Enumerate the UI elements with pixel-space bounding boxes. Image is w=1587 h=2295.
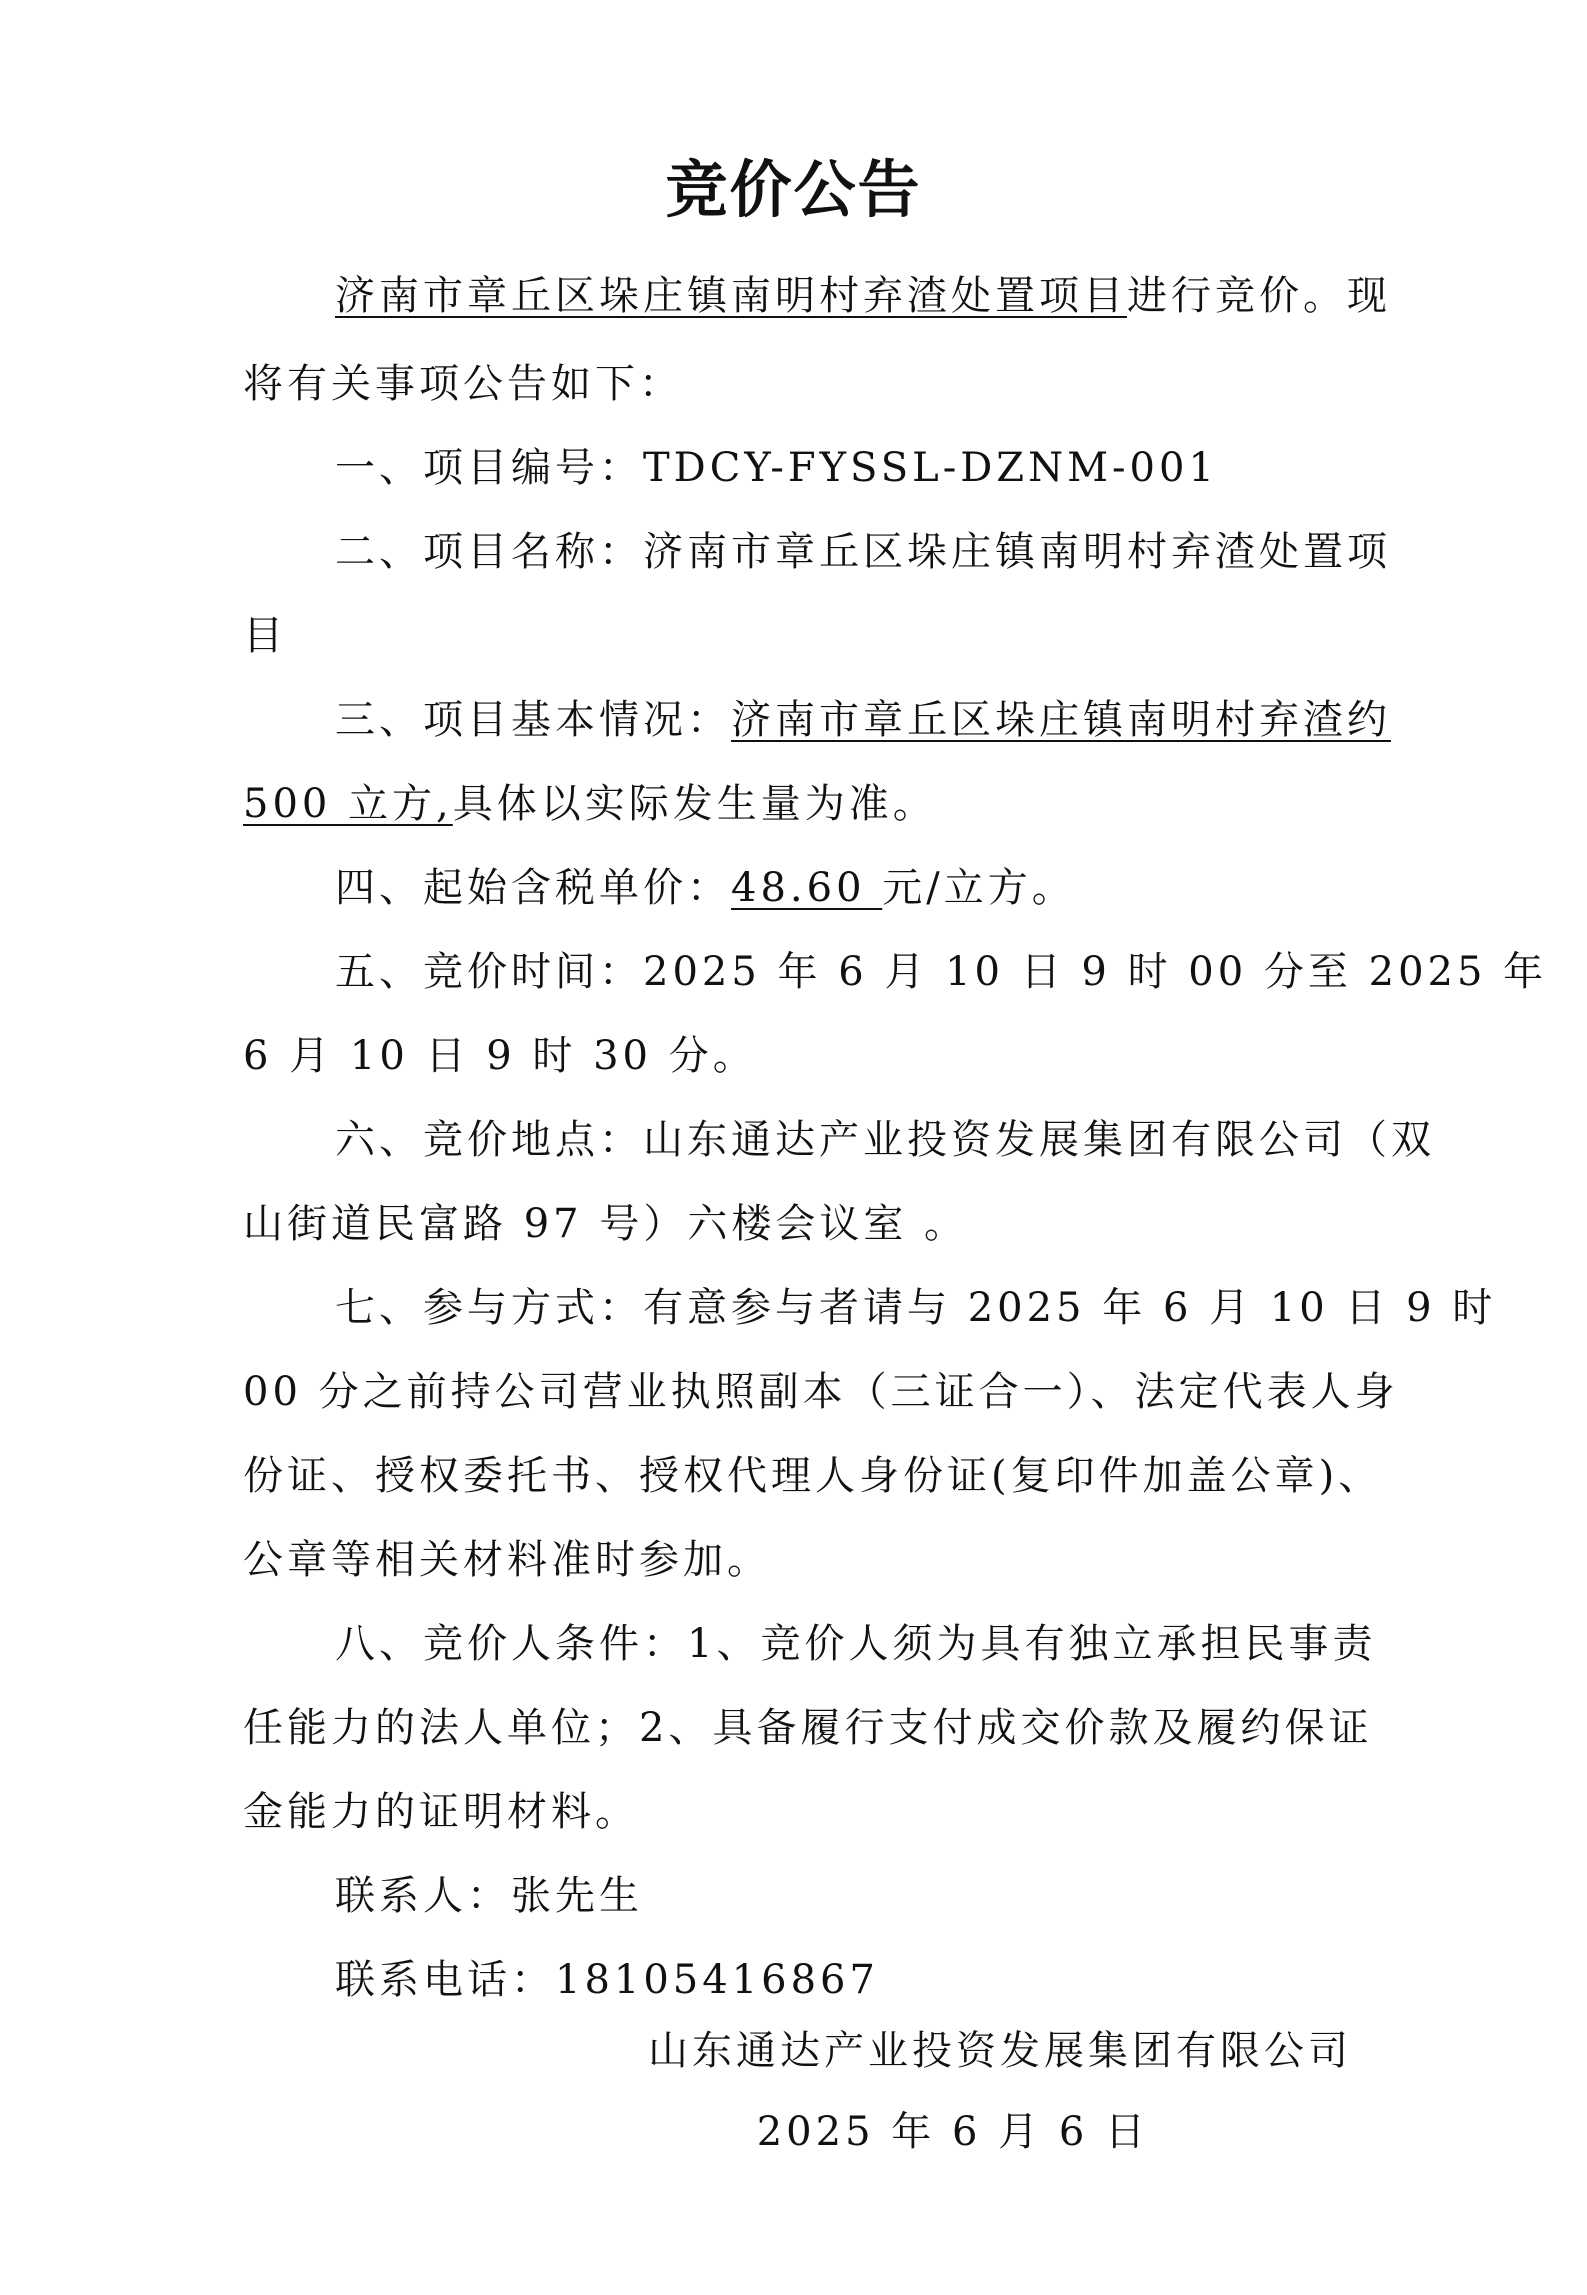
item-bidding-time-line-1: 五、竞价时间：2025 年 6 月 10 日 9 时 00 分至 2025 年 <box>335 949 1548 995</box>
item-starting-price-prefix: 四、起始含税单价： <box>335 865 731 911</box>
intro-rest: 进行竞价。现 <box>1127 273 1391 319</box>
item-project-number: 一、项目编号：TDCY-FYSSL-DZNM-001 <box>335 445 1218 491</box>
item-starting-price <box>335 860 1355 916</box>
item-participation-line-3: 份证、授权委托书、授权代理人身份证(复印件加盖公章)、 <box>243 1453 1383 1499</box>
item-project-name-line-2: 目 <box>243 613 287 659</box>
intro-project-name: 济南市章丘区垛庄镇南明村弃渣处置项目 <box>335 273 1127 319</box>
item-bidding-location-line-1: 六、竞价地点：山东通达产业投资发展集团有限公司（双 <box>335 1117 1435 1163</box>
item-project-name-line-1: 二、项目名称：济南市章丘区垛庄镇南明村弃渣处置项 <box>335 529 1391 575</box>
item-basic-info-rest: 具体以实际发生量为准。 <box>452 781 937 827</box>
item-bidder-conditions-line-3: 金能力的证明材料。 <box>243 1789 639 1835</box>
item-starting-price-value: 48.60 <box>731 865 883 911</box>
signature-date: 2025 年 6 月 6 日 <box>756 2109 1149 2155</box>
contact-phone: 联系电话：18105416867 <box>335 1957 879 2003</box>
item-participation-line-4: 公章等相关材料准时参加。 <box>243 1537 771 1583</box>
intro-line-1 <box>335 268 1391 324</box>
item-participation-line-2: 00 分之前持公司营业执照副本（三证合一）、法定代表人身 <box>243 1369 1399 1415</box>
intro-line-2: 将有关事项公告如下： <box>243 361 683 407</box>
contact-person: 联系人：张先生 <box>335 1873 643 1919</box>
item-starting-price-unit: 元/立方。 <box>882 865 1076 911</box>
item-basic-info-underlined-1: 济南市章丘区垛庄镇南明村弃渣约 <box>731 697 1391 743</box>
item-bidder-conditions-line-2: 任能力的法人单位；2、具备履行支付成交价款及履约保证 <box>243 1705 1373 1751</box>
item-bidding-location-line-2: 山街道民富路 97 号）六楼会议室 。 <box>243 1201 969 1247</box>
item-participation-line-1: 七、参与方式：有意参与者请与 2025 年 6 月 10 日 9 时 <box>335 1285 1497 1331</box>
document-title: 竞价公告 <box>665 153 922 226</box>
item-basic-info-underlined-2: 500 立方, <box>243 781 453 827</box>
item-basic-info-line-1 <box>335 692 1391 748</box>
item-bidder-conditions-line-1: 八、竞价人条件：1、竞价人须为具有独立承担民事责 <box>335 1621 1377 1667</box>
item-basic-info-prefix: 三、项目基本情况： <box>335 697 731 743</box>
item-basic-info-line-2 <box>243 776 1353 832</box>
item-bidding-time-line-2: 6 月 10 日 9 时 30 分。 <box>243 1033 757 1079</box>
signature-company: 山东通达产业投资发展集团有限公司 <box>648 2028 1352 2074</box>
